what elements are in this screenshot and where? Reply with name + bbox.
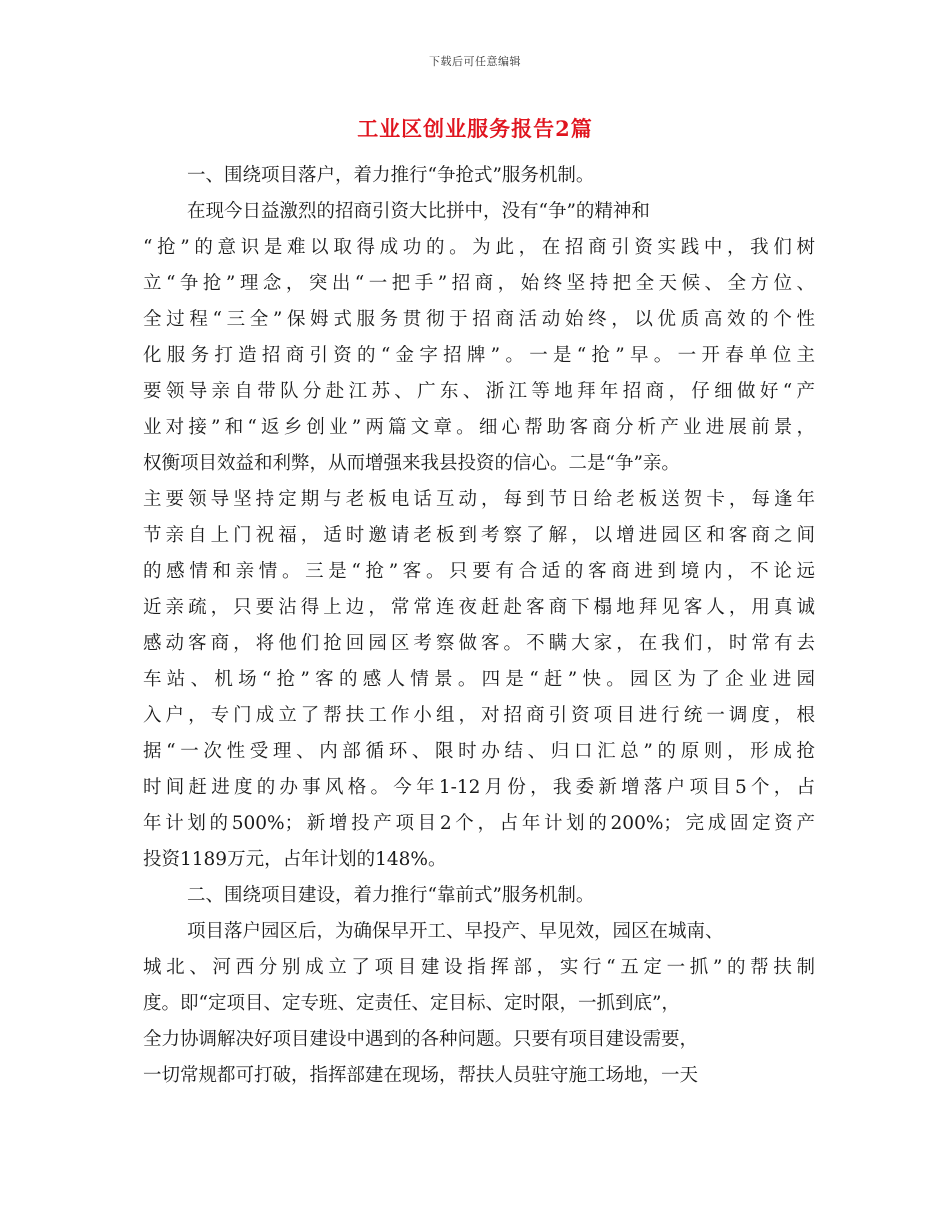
header-note: 下载后可任意编辑 — [429, 55, 521, 68]
paragraph-line: 年计划的500%；新增投产项目2个，占年计划的200%；完成固定资产 — [143, 813, 815, 834]
paragraph-line: 业对接”和“返乡创业”两篇文章。细心帮助客商分析产业进展前景， — [143, 417, 815, 438]
paragraph-line: 入户，专门成立了帮扶工作小组，对招商引资项目进行统一调度，根 — [143, 705, 815, 726]
paragraph-line: 全过程“三全”保姆式服务贯彻于招商活动始终，以优质高效的个性 — [143, 309, 815, 330]
paragraph-line: 时间赶进度的办事风格。今年1-12月份，我委新增落户项目5个，占 — [143, 777, 815, 798]
document-body — [143, 158, 815, 1094]
paragraph-line: 车站、机场“抢”客的感人情景。四是“赶”快。园区为了企业进园 — [143, 669, 815, 690]
paragraph-line: 一切常规都可打破，指挥部建在现场，帮扶人员驻守施工场地，一天 — [143, 1065, 699, 1086]
paragraph-line: 投资1189万元，占年计划的148%。 — [143, 849, 447, 870]
paragraph-line: 节亲自上门祝福，适时邀请老板到考察了解，以增进园区和客商之间 — [143, 525, 815, 546]
paragraph-line: 感动客商，将他们抢回园区考察做客。不瞒大家，在我们，时常有去 — [143, 633, 815, 654]
section-heading-1: 一、围绕项目落户，着力推行“争抢式”服务机制。 — [187, 165, 595, 186]
paragraph-line: “抢”的意识是难以取得成功的。为此，在招商引资实践中，我们树 — [143, 237, 815, 258]
paragraph-line: 权衡项目效益和利弊，从而增强来我县投资的信心。二是“争”亲。 — [143, 453, 680, 474]
paragraph-line: 在现今日益激烈的招商引资大比拼中，没有“争”的精神和 — [187, 201, 650, 222]
paragraph-line: 项目落户园区后，为确保早开工、早投产、早见效，园区在城南、 — [187, 921, 724, 942]
paragraph-line: 的感情和亲情。三是“抢”客。只要有合适的客商进到境内，不论远 — [143, 561, 815, 582]
paragraph-line: 据“一次性受理、内部循环、限时办结、归口汇总”的原则，形成抢 — [143, 741, 815, 762]
document-title: 工业区创业服务报告2篇 — [357, 116, 593, 141]
paragraph-line: 立“争抢”理念，突出“一把手”招商，始终坚持把全天候、全方位、 — [143, 273, 815, 294]
paragraph-line: 度。即“定项目、定专班、定责任、定目标、定时限，一抓到底”， — [143, 993, 680, 1014]
paragraph-line: 主要领导坚持定期与老板电话互动，每到节日给老板送贺卡，每逢年 — [143, 489, 815, 510]
paragraph-line: 要领导亲自带队分赴江苏、广东、浙江等地拜年招商，仔细做好“产 — [143, 381, 815, 402]
section-heading-2: 二、围绕项目建设，着力推行“靠前式”服务机制。 — [187, 885, 595, 906]
paragraph-line: 全力协调解决好项目建设中遇到的各种问题。只要有项目建设需要， — [143, 1029, 699, 1050]
paragraph-line: 近亲疏，只要沾得上边，常常连夜赶赴客商下榻地拜见客人，用真诚 — [143, 597, 815, 618]
paragraph-line: 城北、河西分别成立了项目建设指挥部，实行“五定一抓”的帮扶制 — [143, 957, 815, 978]
paragraph-line: 化服务打造招商引资的“金字招牌”。一是“抢”早。一开春单位主 — [143, 345, 815, 366]
